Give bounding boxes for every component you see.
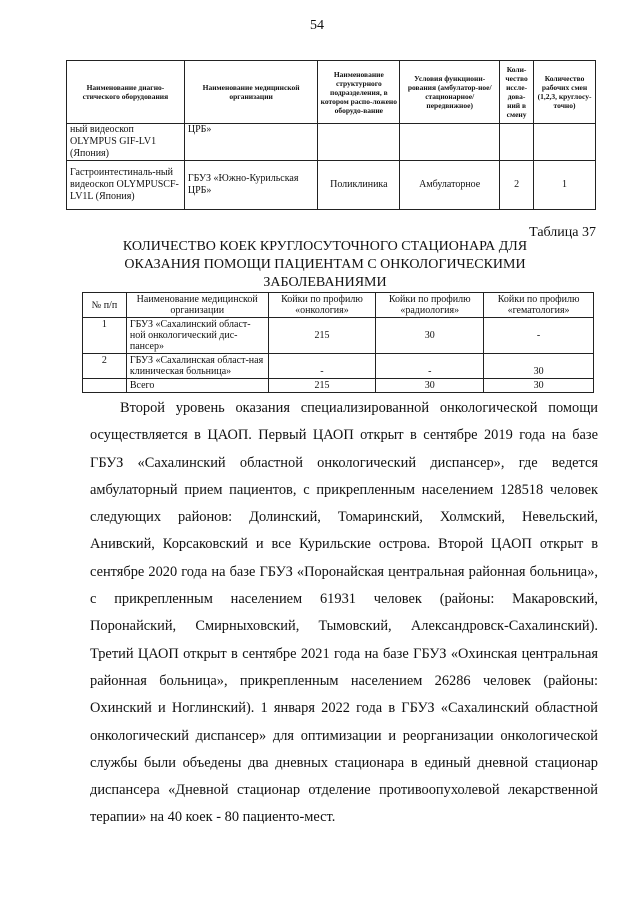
header-cell: Койки по профилю «радиология»	[376, 293, 484, 318]
table-cell: 215	[268, 318, 376, 354]
table-cell: Всего	[126, 379, 268, 393]
table-row	[83, 318, 594, 354]
table-heading: КОЛИЧЕСТВО КОЕК КРУГЛОСУТОЧНОГО СТАЦИОНАРА ДЛЯ ОКАЗАНИЯ ПОМОЩИ ПАЦИЕНТАМ С ОНКОЛОГИЧЕСКИМИ ЗАБОЛЕВАНИЯМИ	[122, 239, 528, 290]
table-cell: ный видеоскоп OLYMPUS GIF-LV1 (Япония)	[67, 124, 185, 161]
header-cell: Наименование диагно-стического оборудования	[67, 61, 185, 124]
table-cell: 1	[83, 318, 127, 354]
header-cell: Наименование структурного подразделения, в котором распо-ложено оборудо-вание	[318, 61, 400, 124]
table-cell	[534, 124, 596, 161]
table-cell: 2	[500, 161, 534, 210]
table-cell	[318, 124, 400, 161]
table-cell: 1	[534, 161, 596, 210]
table-cell: 30	[376, 379, 484, 393]
table-cell	[400, 124, 500, 161]
table-cell: Гастроинтестиналь-ный видеоскоп OLYMPUSCF-LV1L (Япония)	[67, 161, 185, 210]
header-cell: Наименование медицинской организации	[184, 61, 318, 124]
table-cell: 30	[484, 354, 594, 379]
equipment-table	[66, 60, 596, 210]
table-cell: 215	[268, 379, 376, 393]
header-cell: Коли-чество иссле-дова-ний в смену	[500, 61, 534, 124]
beds-table	[82, 292, 594, 393]
beds-table-header	[83, 293, 594, 318]
table-label: Таблица 37	[529, 225, 596, 240]
table-cell: 2	[83, 354, 127, 379]
table-cell: ГБУЗ «Южно-Курильская ЦРБ»	[184, 161, 318, 210]
header-cell: № п/п	[83, 293, 127, 318]
table-row	[67, 124, 596, 161]
table-cell: Амбулаторное	[400, 161, 500, 210]
table-cell	[500, 124, 534, 161]
equipment-table-header	[67, 61, 596, 124]
header-cell: Условия функциони-рования (амбулатор-ное/стационарное/ передвижное)	[400, 61, 500, 124]
page-number: 54	[310, 18, 324, 33]
body-paragraph: Второй уровень оказания специализированной онкологической помощи осуществляется в ЦАОП. Первый ЦАОП открыт в сентябре 2019 года на базе ГБУЗ «Сахалинский областной онкологический диспансер», где ведется амбулаторный прием пациентов, с прикрепленным населением 128518 человек следующих районов: Долинский, Томаринский, Холмский, Невельский, Анивский, Корсаковский и все Курильские острова. Второй ЦАОП открыт в сентябре 2020 года на базе ГБУЗ «Поронайская центральная районная больница», с прикрепленным населением 61931 человек (районы: Макаровский, Поронайский, Смирныховский, Тымовский, Александровск-Сахалинский). Третий ЦАОП открыт в сентябре 2021 года на базе ГБУЗ «Охинская центральная районная больница», прикрепленным населением 26286 человек (районы: Охинский и Ноглинский). 1 января 2022 года в ГБУЗ «Сахалинский областной онкологический диспансер» для оптимизации и реорганизации онкологической службы были объедены два дневных стационара в единый дневной стационар диспансера «Дневной стационар отделение противоопухолевой лекарственной терапии» на 40 коек - 80 пациенто-мест.	[90, 400, 598, 826]
header-cell: Койки по профилю «гематология»	[484, 293, 594, 318]
table-cell	[83, 379, 127, 393]
header-cell: Количество рабочих смен (1,2,3, круглосу-точно)	[534, 61, 596, 124]
table-cell: ГБУЗ «Сахалинский област-ной онкологический дис-пансер»	[126, 318, 268, 354]
table-cell: -	[484, 318, 594, 354]
table-cell: Поликлиника	[318, 161, 400, 210]
table-cell: 30	[484, 379, 594, 393]
table-cell: -	[268, 354, 376, 379]
table-cell: ГБУЗ «Сахалинская област-ная клиническая больница»	[126, 354, 268, 379]
header-cell: Койки по профилю «онкология»	[268, 293, 376, 318]
table-cell: ЦРБ»	[184, 124, 318, 161]
table-cell: 30	[376, 318, 484, 354]
table-row	[67, 161, 596, 210]
table-cell: -	[376, 354, 484, 379]
header-cell: Наименование медицинской организации	[126, 293, 268, 318]
table-row	[83, 354, 594, 379]
table-row-total	[83, 379, 594, 393]
